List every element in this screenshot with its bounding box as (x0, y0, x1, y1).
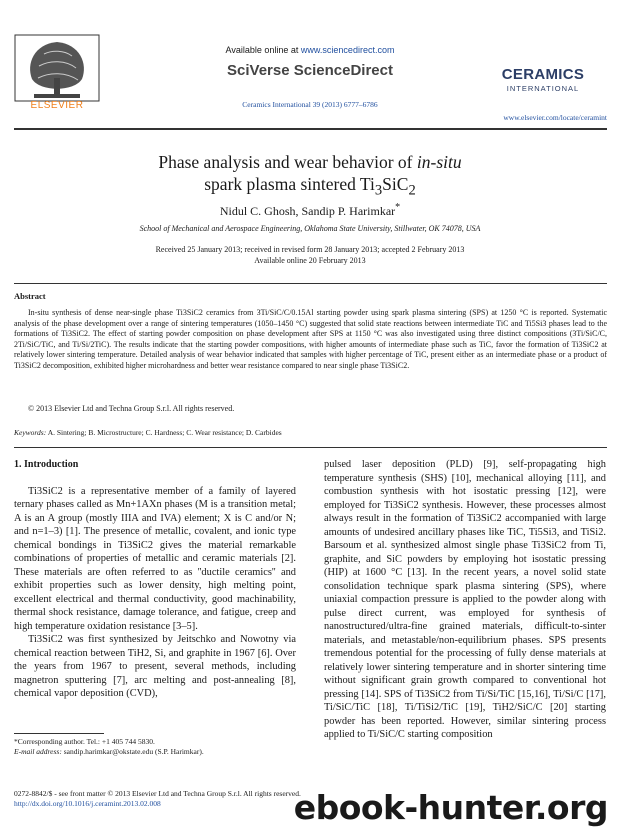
intro-paragraph-1: Ti3SiC2 is a representative member of a family of layered ternary phases called as Mn+1AXn phases (M is a transition metal; A is an A group (mostly IIIA and IVA) element; X is C and/or N; and n=1–3) [1]. The presence of metallic, covalent, and ionic type chemical bondings in Ti3SiC2 gives the material remarkable combinations of properties of metallic and ceramic materials [2]. These materials are often referred to as ''ductile ceramics'' and exhibit properties such as lower density, high melting point, excellent electrical and thermal conductivity, good machinability, thermal shock resistance, damage tolerance, and fatigue, creep and high temperature oxidation resistance [3–5]. (14, 485, 296, 632)
journal-reference[interactable]: Ceramics International 39 (2013) 6777–6786 (242, 100, 378, 109)
abstract-heading: Abstract (14, 291, 46, 301)
abstract-copyright: © 2013 Elsevier Ltd and Techna Group S.r.l. All rights reserved. (28, 404, 235, 413)
platform-name: SciVerse ScienceDirect (227, 62, 393, 79)
footnote (14, 737, 304, 757)
journal-logo-line2: INTERNATIONAL (506, 84, 580, 93)
publisher-name: ELSEVIER (30, 100, 84, 111)
email-address[interactable]: sandip.harimkar@okstate.edu (S.P. Harimkar). (61, 747, 204, 756)
body-column-left (14, 458, 296, 701)
corresponding-author: *Corresponding author. Tel.: +1 405 744 5830. (14, 737, 155, 746)
doi-link[interactable]: http://dx.doi.org/10.1016/j.ceramint.2013.02.008 (14, 799, 161, 808)
intro-paragraph-2: Ti3SiC2 was first synthesized by Jeitschko and Nowotny via chemical reaction between TiH2, Si, and graphite in 1967 [6]. Over the years from 1967 to present, several methods, including magnetron sputtering [7], arc melting and post-annealing [8], chemical vapor deposition (CVD), (14, 634, 296, 699)
affiliation: School of Mechanical and Aerospace Engineering, Oklahoma State University, Stillwater, OK 74078, USA (139, 224, 481, 233)
abstract-divider (14, 283, 607, 284)
authors (60, 202, 560, 219)
intro-paragraph-3: pulsed laser deposition (PLD) [9], self-propagating high temperature synthesis (SHS) [10], mechanical alloying [11], and combustion synthesis with hot isostatic pressing [12], were employed for Ti3SiC2 synthesis. However, these processes almost always result in the formation of Ti3SiC2 accompanied with large amounts of undesired ancillary phases like TiC, Ti5Si3, and TiSi2. Barsoum et al. synthesized almost single phase Ti3SiC2 from Ti, graphite, and SiC powders by employing hot isostatic pressing (HIP) at 1600 °C [13]. In the recent years, a novel solid state consolidation technique spark plasma sintering (SPS), where uniaxial compaction pressure is applied to the powder along with pulse direct current, was employed for synthesis of nanostructured/ultra-fine grained materials, difficult-to-sinter materials, and metastable/non-equilibrium phases. SPS presents tremendous potential for the processing of fully dense materials at relatively lower sintering temperature and in shorter sintering time without significant grain growth compared to conventional hot pressing [14]. SPS of Ti3SiC2 from Ti/Si/TiC [15,16], Ti/Si/C [17], Ti/SiC/TiC [18], Ti/TiSi2/TiC [19], TiH2/SiC/C [20] starting powder has been reported. However, similar sintering process applied to Ti/SiC/C starting composition (324, 459, 606, 740)
available-online (180, 45, 440, 55)
keywords-label: Keywords: (14, 428, 47, 437)
title-insitu: in-situ (416, 152, 462, 172)
body-column-right (324, 458, 606, 742)
sciencedirect-link[interactable]: www.sciencedirect.com (300, 45, 395, 55)
keywords (14, 428, 607, 437)
title-sub-2: 2 (408, 182, 416, 199)
article-title (60, 151, 560, 202)
email-label: E-mail address: (14, 747, 62, 756)
corresponding-mark: * (395, 202, 401, 213)
title-sub-3: 3 (374, 182, 383, 199)
journal-logo (488, 66, 598, 93)
keywords-divider (14, 447, 607, 448)
available-prefix: Available online at (225, 45, 301, 55)
footnote-rule (14, 733, 104, 734)
elsevier-tree-logo (14, 34, 100, 110)
title-line2: spark plasma sintered Ti (204, 174, 375, 194)
journal-url-link[interactable]: www.elsevier.com/locate/ceramint (503, 113, 607, 122)
watermark-text: ebook-hunter.org (293, 788, 608, 827)
article-dates (40, 244, 580, 266)
header-divider (14, 128, 607, 130)
title-sic: SiC (382, 174, 409, 194)
title-line1: Phase analysis and wear behavior of (158, 152, 417, 172)
abstract-text: In-situ synthesis of dense near-single phase Ti3SiC2 ceramics from 3Ti/SiC/C/0.15Al starting powder using spark plasma sintering (SPS) at 1250 °C is reported. Systematic analysis of the phase development over a range of sintering temperatures (1050–1450 °C) suggested that solid state reactions between intermediate TiC and Ti5Si3 phases lead to the formations of Ti3SiC2. The effect of starting powder composition on phase development after SPS at 1150 °C was also investigated using three distinct compositions (3Ti/SiC/C, 2Ti/SiC/TiC, and Ti/Si/2TiC). The results indicate that the starting powder compositions, with higher amounts of intermediate phase such as TiC, favor the formation of Ti3SiC2 at relatively lower sintering temperature. Detailed analysis of wear behavior indicated that samples with higher percentage of TiC, present either as an intermediate phase or a product of Ti3SiC2 decomposition, exhibited higher microhardness and better wear resistance compared to near single phase Ti3SiC2. (14, 308, 607, 370)
online-date: Available online 20 February 2013 (254, 256, 366, 265)
issn-line: 0272-8842/$ - see front matter © 2013 Elsevier Ltd and Techna Group S.r.l. All rights reserved. (14, 789, 301, 798)
email-line (14, 747, 304, 757)
author-names: Nidul C. Ghosh, Sandip P. Harimkar (219, 204, 396, 218)
keywords-list: A. Sintering; B. Microstructure; C. Hardness; C. Wear resistance; D. Carbides (46, 428, 282, 437)
received-dates: Received 25 January 2013; received in revised form 28 January 2013; accepted 2 February 2013 (155, 245, 465, 254)
section-heading-introduction: 1. Introduction (14, 459, 79, 470)
journal-logo-line1: CERAMICS (501, 66, 585, 83)
